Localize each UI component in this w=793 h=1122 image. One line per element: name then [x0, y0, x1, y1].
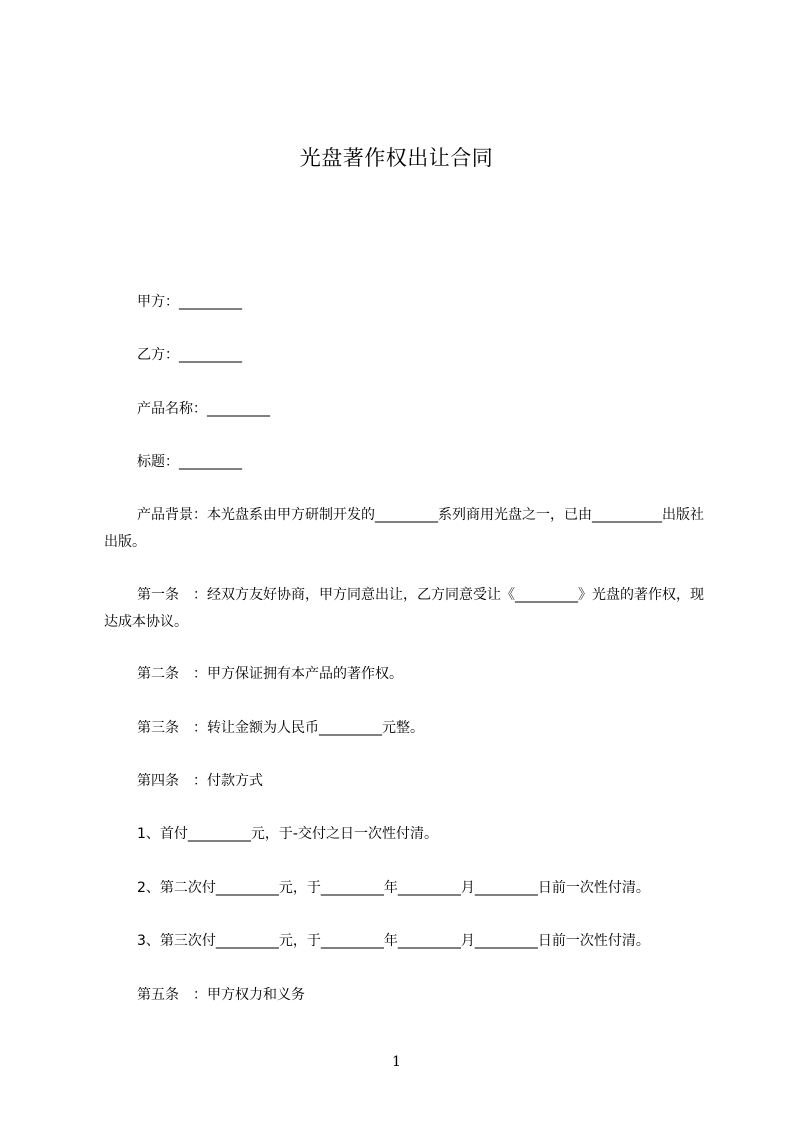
party-b-line: 乙方：_________	[137, 347, 242, 363]
article-3-line: 第三条 ：转让金额为人民币_________元整。	[137, 720, 424, 736]
article-1-paragraph: 第一条 ：经双方友好协商，甲方同意出让，乙方同意受让《_________》光盘的著作权，现达成本协议。	[104, 587, 704, 630]
payment-3-line: 3、第三次付_________元，于_________年_________月_________日前一次性付清。	[137, 933, 650, 949]
payment-2-line: 2、第二次付_________元，于_________年_________月_________日前一次性付清。	[137, 880, 650, 896]
heading-line: 标题：_________	[137, 454, 242, 470]
product-background-paragraph: 产品背景：本光盘系由甲方研制开发的_________系列商用光盘之一，已由__________出版社出版。	[104, 507, 704, 550]
product-name-line: 产品名称：_________	[137, 401, 270, 417]
document-title: 光盘著作权出让合同	[299, 146, 494, 170]
article-2-line: 第二条 ：甲方保证拥有本产品的著作权。	[137, 666, 403, 682]
party-a-line: 甲方：_________	[137, 294, 242, 310]
page-number: 1	[392, 1054, 401, 1070]
payment-1-line: 1、首付_________元，于-交付之日一次性付清。	[137, 826, 438, 842]
article-5-line: 第五条 ：甲方权力和义务	[137, 987, 305, 1003]
article-4-line: 第四条 ：付款方式	[137, 773, 263, 789]
